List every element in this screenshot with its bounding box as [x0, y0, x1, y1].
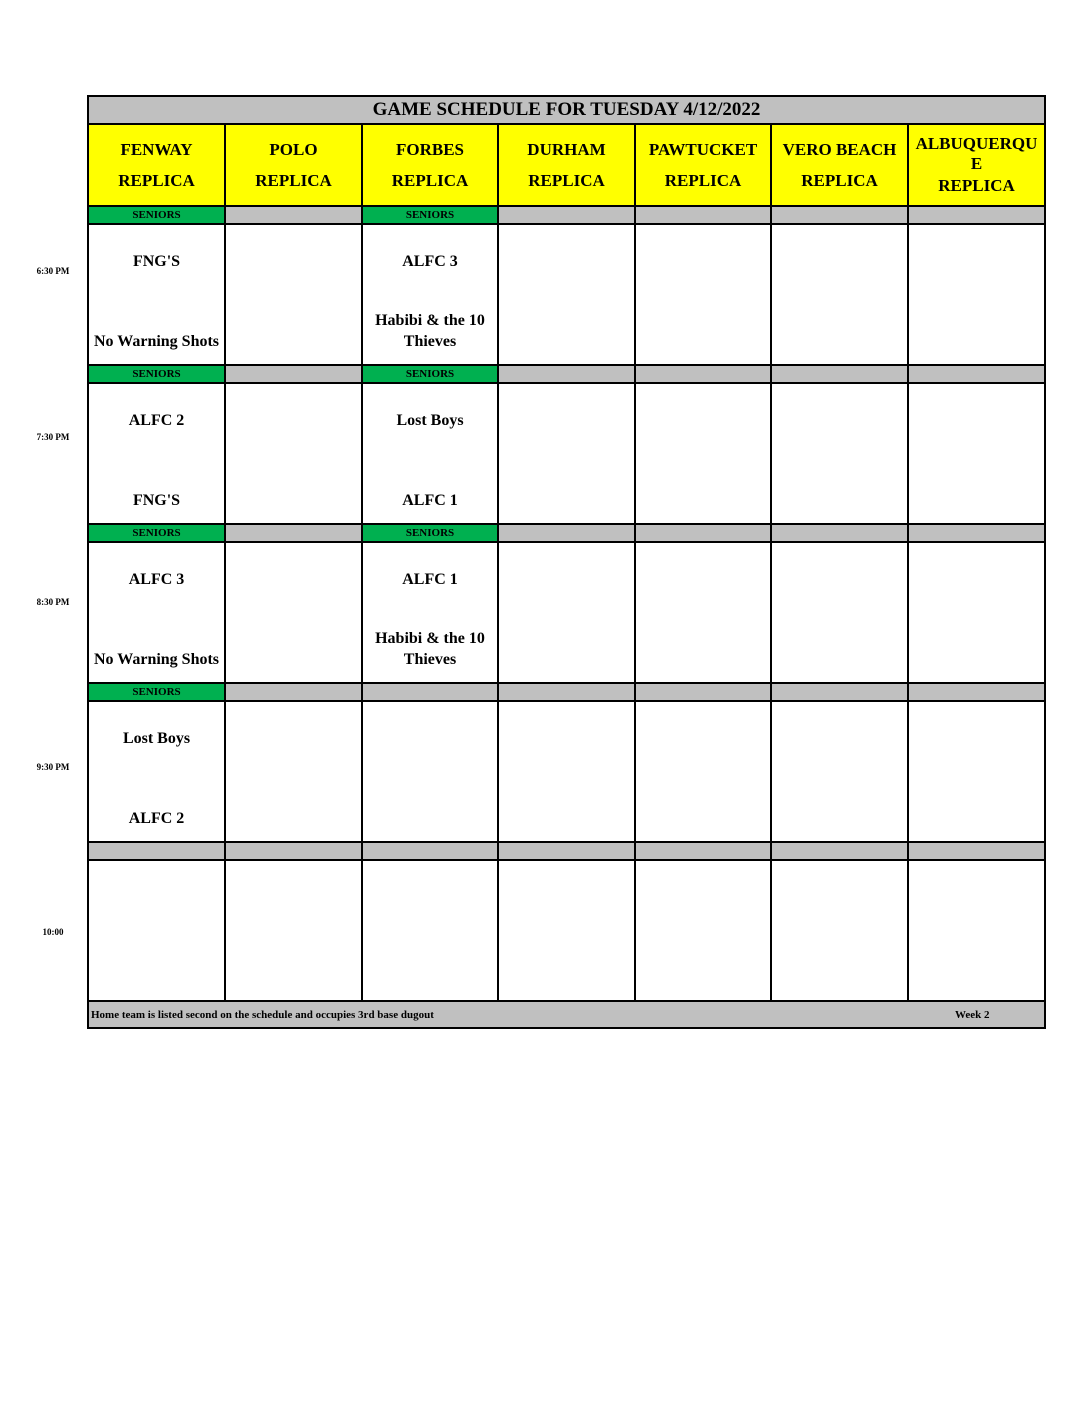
division-band-cell — [771, 365, 908, 383]
game-cell — [498, 383, 635, 524]
game-cell — [635, 224, 771, 365]
game-cell — [362, 383, 498, 524]
game-cell — [225, 860, 362, 1001]
division-band-cell — [362, 683, 498, 701]
division-band-cell — [771, 524, 908, 542]
field-subtitle: REPLICA — [664, 171, 742, 190]
division-band-cell — [908, 365, 1045, 383]
home-team: Habibi & the 10 Thieves — [375, 630, 485, 668]
division-band-cell — [225, 842, 362, 860]
division-band-cell — [225, 365, 362, 383]
time-label: 10:00 — [42, 927, 64, 937]
home-team: ALFC 2 — [128, 810, 185, 827]
game-cell — [88, 542, 225, 683]
field-name: VERO BEACH — [782, 140, 897, 159]
game-cell — [771, 542, 908, 683]
field-name: FENWAY — [120, 140, 193, 159]
division-band-cell — [635, 842, 771, 860]
division-band-cell — [635, 683, 771, 701]
home-team: FNG'S — [132, 492, 181, 509]
seniors-label: SENIORS — [88, 365, 225, 383]
game-cell — [908, 542, 1045, 683]
away-team: ALFC 3 — [128, 571, 185, 588]
time-label: 8:30 PM — [36, 597, 70, 607]
field-subtitle: REPLICA — [801, 171, 878, 190]
division-band-cell — [635, 524, 771, 542]
division-band-row — [88, 524, 1045, 542]
footer — [88, 1001, 1045, 1028]
field-subtitle: REPLICA — [528, 171, 605, 190]
game-cell — [771, 383, 908, 524]
field-header — [635, 124, 771, 206]
home-team: No Warning Shots — [93, 651, 220, 668]
time-label: 9:30 PM — [36, 762, 70, 772]
field-name: POLO — [269, 140, 318, 159]
game-cell — [635, 701, 771, 842]
division-band-row — [88, 365, 1045, 383]
division-band-cell — [908, 842, 1045, 860]
field-subtitle: REPLICA — [255, 171, 332, 190]
game-cell — [88, 383, 225, 524]
time-slot-row — [88, 224, 1045, 365]
field-name: ALBUQUERQU E — [915, 134, 1038, 173]
seniors-label: SENIORS — [362, 206, 498, 224]
field-header — [362, 124, 498, 206]
time-slot-row — [88, 542, 1045, 683]
game-cell — [362, 542, 498, 683]
game-cell — [908, 701, 1045, 842]
game-cell — [225, 383, 362, 524]
division-band-cell — [771, 842, 908, 860]
away-team: FNG'S — [132, 253, 181, 270]
away-team: Lost Boys — [396, 412, 464, 429]
field-header — [908, 124, 1045, 206]
field-name: FORBES — [395, 140, 465, 159]
seniors-label: SENIORS — [362, 365, 498, 383]
division-band-cell — [225, 206, 362, 224]
division-band-cell — [498, 683, 635, 701]
footer-note: Home team is listed second on the schedule and occupies 3rd base dugout — [91, 1009, 434, 1021]
field-header — [225, 124, 362, 206]
game-cell — [771, 860, 908, 1001]
time-slot-row — [88, 383, 1045, 524]
game-cell — [635, 860, 771, 1001]
division-band-cell — [771, 206, 908, 224]
game-cell — [225, 224, 362, 365]
field-header — [771, 124, 908, 206]
field-header — [498, 124, 635, 206]
division-band-cell — [498, 365, 635, 383]
game-cell — [362, 224, 498, 365]
division-band-row — [88, 206, 1045, 224]
division-band-cell — [498, 206, 635, 224]
seniors-label: SENIORS — [88, 206, 225, 224]
game-cell — [88, 224, 225, 365]
time-slot-row — [88, 860, 1045, 1001]
division-band-row — [88, 683, 1045, 701]
game-cell — [225, 701, 362, 842]
division-band-cell — [88, 842, 225, 860]
time-label: 7:30 PM — [36, 432, 70, 442]
division-band-cell — [908, 683, 1045, 701]
game-cell — [88, 701, 225, 842]
game-cell — [908, 224, 1045, 365]
division-band-cell — [771, 683, 908, 701]
division-band-cell — [498, 842, 635, 860]
home-team: No Warning Shots — [93, 333, 220, 350]
field-subtitle: REPLICA — [118, 171, 195, 190]
away-team: ALFC 1 — [402, 571, 458, 588]
seniors-label: SENIORS — [362, 524, 498, 542]
field-subtitle: REPLICA — [938, 176, 1015, 195]
home-team: Habibi & the 10 Thieves — [375, 312, 485, 350]
game-cell — [225, 542, 362, 683]
seniors-label: SENIORS — [88, 524, 225, 542]
division-band-cell — [635, 365, 771, 383]
game-cell — [498, 701, 635, 842]
game-cell — [498, 860, 635, 1001]
field-subtitle: REPLICA — [391, 171, 469, 190]
division-band-cell — [498, 524, 635, 542]
time-slot-row — [88, 701, 1045, 842]
schedule-table — [87, 95, 1046, 1029]
division-band-cell — [362, 842, 498, 860]
game-cell — [908, 860, 1045, 1001]
division-band-cell — [225, 524, 362, 542]
division-band-cell — [225, 683, 362, 701]
schedule-title: GAME SCHEDULE FOR TUESDAY 4/12/2022 — [88, 96, 1045, 124]
field-name: DURHAM — [527, 140, 606, 159]
away-team: ALFC 2 — [128, 412, 185, 429]
game-cell — [362, 860, 498, 1001]
field-header — [88, 124, 225, 206]
away-team: Lost Boys — [122, 730, 191, 747]
game-cell — [498, 224, 635, 365]
game-cell — [498, 542, 635, 683]
week-label: Week 2 — [955, 1009, 990, 1021]
time-label: 6:30 PM — [36, 266, 70, 276]
seniors-label: SENIORS — [88, 683, 225, 701]
field-name: PAWTUCKET — [648, 140, 758, 159]
away-team: ALFC 3 — [402, 253, 458, 270]
game-cell — [908, 383, 1045, 524]
game-cell — [635, 383, 771, 524]
game-cell — [88, 860, 225, 1001]
footer-row — [88, 1001, 1045, 1028]
division-band-cell — [635, 206, 771, 224]
division-band-cell — [908, 524, 1045, 542]
game-cell — [771, 701, 908, 842]
game-cell — [362, 701, 498, 842]
division-band-cell — [908, 206, 1045, 224]
field-header-row — [88, 124, 1045, 206]
game-cell — [771, 224, 908, 365]
division-band-row — [88, 842, 1045, 860]
home-team: ALFC 1 — [402, 492, 458, 509]
game-cell — [635, 542, 771, 683]
